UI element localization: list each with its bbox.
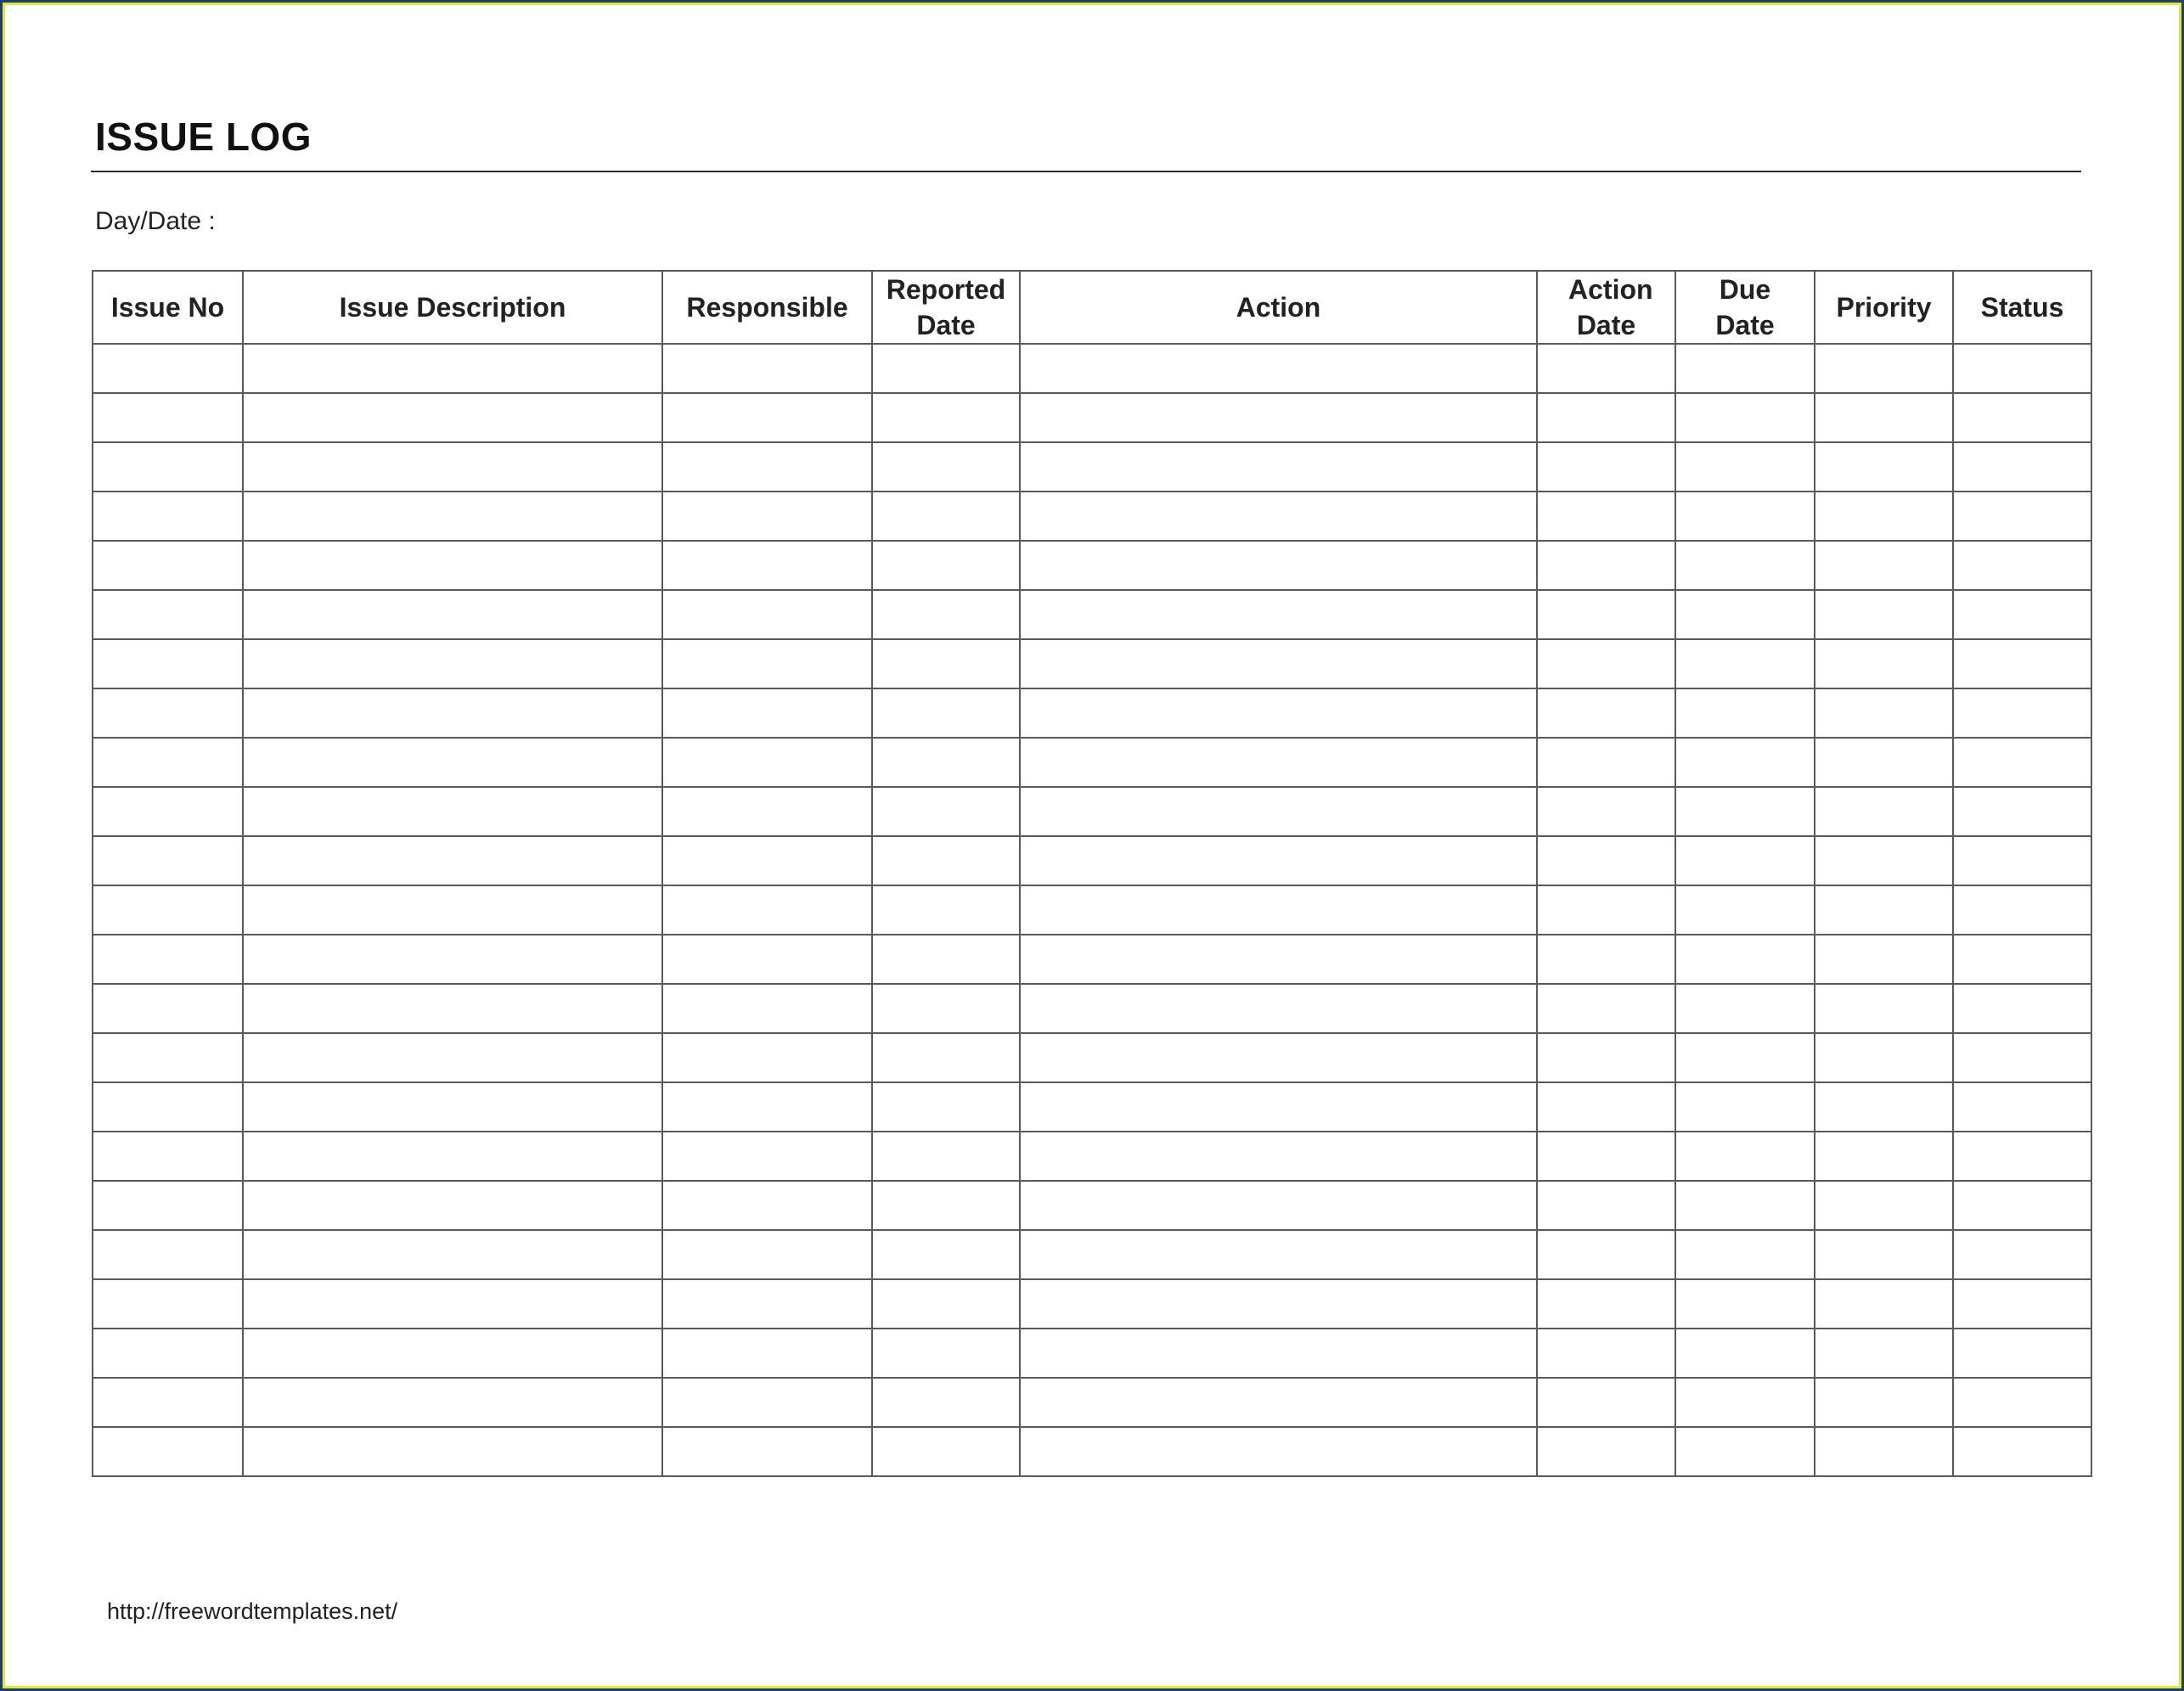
- table-cell[interactable]: [243, 836, 662, 885]
- table-cell[interactable]: [1020, 1033, 1537, 1082]
- table-cell[interactable]: [1815, 836, 1953, 885]
- table-cell[interactable]: [243, 688, 662, 738]
- table-cell[interactable]: [1815, 639, 1953, 688]
- table-cell[interactable]: [662, 836, 872, 885]
- table-cell[interactable]: [872, 1279, 1020, 1329]
- table-cell[interactable]: [1020, 639, 1537, 688]
- table-cell[interactable]: [93, 1230, 243, 1279]
- table-cell[interactable]: [1537, 492, 1675, 541]
- table-cell[interactable]: [1537, 984, 1675, 1033]
- table-cell[interactable]: [662, 885, 872, 935]
- table-cell[interactable]: [243, 885, 662, 935]
- document-title: ISSUE LOG: [95, 115, 312, 159]
- table-cell[interactable]: [1537, 590, 1675, 639]
- table-row: [93, 541, 2091, 590]
- table-cell[interactable]: [1953, 442, 2091, 492]
- table-cell[interactable]: [1675, 1132, 1815, 1181]
- title-divider: [91, 171, 2081, 172]
- table-cell[interactable]: [1537, 639, 1675, 688]
- table-row: [93, 1427, 2091, 1476]
- table-cell[interactable]: [93, 1279, 243, 1329]
- table-row: [93, 984, 2091, 1033]
- table-cell[interactable]: [872, 935, 1020, 984]
- table-cell[interactable]: [872, 1230, 1020, 1279]
- table-row: [93, 492, 2091, 541]
- table-cell[interactable]: [93, 1033, 243, 1082]
- table-cell[interactable]: [872, 787, 1020, 836]
- table-cell[interactable]: [243, 492, 662, 541]
- table-cell[interactable]: [1020, 590, 1537, 639]
- table-cell[interactable]: [1953, 1230, 2091, 1279]
- table-row: [93, 787, 2091, 836]
- table-cell[interactable]: [872, 492, 1020, 541]
- table-cell[interactable]: [1537, 1181, 1675, 1230]
- table-cell[interactable]: [1953, 1082, 2091, 1132]
- table-cell[interactable]: [1020, 935, 1537, 984]
- table-cell[interactable]: [662, 1230, 872, 1279]
- table-cell[interactable]: [93, 738, 243, 787]
- table-cell[interactable]: [662, 738, 872, 787]
- table-cell[interactable]: [1675, 393, 1815, 442]
- table-cell[interactable]: [1953, 492, 2091, 541]
- table-cell[interactable]: [872, 1378, 1020, 1427]
- table-cell[interactable]: [243, 1427, 662, 1476]
- table-cell[interactable]: [1815, 1279, 1953, 1329]
- table-cell[interactable]: [662, 344, 872, 393]
- table-cell[interactable]: [872, 1132, 1020, 1181]
- table-cell[interactable]: [1953, 541, 2091, 590]
- table-cell[interactable]: [93, 935, 243, 984]
- table-cell[interactable]: [243, 787, 662, 836]
- table-cell[interactable]: [662, 590, 872, 639]
- table-cell[interactable]: [1815, 1230, 1953, 1279]
- table-cell[interactable]: [93, 344, 243, 393]
- table-cell[interactable]: [243, 738, 662, 787]
- table-cell[interactable]: [93, 688, 243, 738]
- table-cell[interactable]: [243, 393, 662, 442]
- table-cell[interactable]: [1537, 541, 1675, 590]
- table-cell[interactable]: [1815, 984, 1953, 1033]
- table-cell[interactable]: [1815, 738, 1953, 787]
- document-page: [5, 5, 2179, 1686]
- table-cell[interactable]: [1815, 935, 1953, 984]
- table-cell[interactable]: [243, 1181, 662, 1230]
- header-row: [93, 271, 2091, 344]
- table-cell[interactable]: [93, 1132, 243, 1181]
- table-row: [93, 442, 2091, 492]
- header-reported-date: Reported Date: [872, 271, 1020, 344]
- table-cell[interactable]: [93, 836, 243, 885]
- table-cell[interactable]: [662, 541, 872, 590]
- table-cell[interactable]: [1020, 541, 1537, 590]
- header-action: Action: [1020, 271, 1537, 344]
- table-row: [93, 1082, 2091, 1132]
- table-cell[interactable]: [93, 1082, 243, 1132]
- table-cell[interactable]: [1675, 787, 1815, 836]
- table-row: [93, 590, 2091, 639]
- table-cell[interactable]: [872, 1427, 1020, 1476]
- table-cell[interactable]: [1953, 1181, 2091, 1230]
- table-cell[interactable]: [1953, 984, 2091, 1033]
- table-cell[interactable]: [1537, 393, 1675, 442]
- table-cell[interactable]: [93, 1378, 243, 1427]
- table-cell[interactable]: [1815, 1132, 1953, 1181]
- table-cell[interactable]: [872, 639, 1020, 688]
- table-cell[interactable]: [662, 935, 872, 984]
- table-cell[interactable]: [243, 344, 662, 393]
- table-cell[interactable]: [93, 492, 243, 541]
- table-cell[interactable]: [1815, 787, 1953, 836]
- table-cell[interactable]: [1537, 935, 1675, 984]
- table-cell[interactable]: [243, 984, 662, 1033]
- table-cell[interactable]: [1953, 787, 2091, 836]
- table-cell[interactable]: [1815, 688, 1953, 738]
- table-cell[interactable]: [1537, 1230, 1675, 1279]
- table-cell[interactable]: [243, 1230, 662, 1279]
- table-row: [93, 1181, 2091, 1230]
- table-cell[interactable]: [243, 1378, 662, 1427]
- table-cell[interactable]: [1537, 344, 1675, 393]
- table-cell[interactable]: [872, 688, 1020, 738]
- table-cell[interactable]: [1537, 885, 1675, 935]
- issue-log-table: [92, 270, 2092, 1477]
- table-cell[interactable]: [1020, 344, 1537, 393]
- table-cell[interactable]: [662, 1378, 872, 1427]
- table-cell[interactable]: [872, 442, 1020, 492]
- table-cell[interactable]: [872, 1082, 1020, 1132]
- table-cell[interactable]: [93, 787, 243, 836]
- footer-url: http://freewordtemplates.net/: [107, 1598, 398, 1624]
- table-cell[interactable]: [872, 984, 1020, 1033]
- table-cell[interactable]: [662, 787, 872, 836]
- table-cell[interactable]: [1675, 492, 1815, 541]
- table-cell[interactable]: [662, 984, 872, 1033]
- table-cell[interactable]: [662, 1279, 872, 1329]
- table-row: [93, 1329, 2091, 1378]
- table-row: [93, 1279, 2091, 1329]
- table-cell[interactable]: [1675, 1230, 1815, 1279]
- table-cell[interactable]: [1537, 1279, 1675, 1329]
- table-cell[interactable]: [1815, 344, 1953, 393]
- table-cell[interactable]: [1020, 1230, 1537, 1279]
- table-cell[interactable]: [1953, 738, 2091, 787]
- table-cell[interactable]: [662, 1132, 872, 1181]
- table-cell[interactable]: [1953, 393, 2091, 442]
- table-cell[interactable]: [93, 590, 243, 639]
- table-cell[interactable]: [243, 639, 662, 688]
- table-cell[interactable]: [1953, 836, 2091, 885]
- table-row: [93, 935, 2091, 984]
- table-cell[interactable]: [243, 590, 662, 639]
- table-cell[interactable]: [872, 1181, 1020, 1230]
- table-cell[interactable]: [1020, 1378, 1537, 1427]
- table-cell[interactable]: [1537, 1132, 1675, 1181]
- table-cell[interactable]: [1675, 1427, 1815, 1476]
- table-cell[interactable]: [662, 1082, 872, 1132]
- table-cell[interactable]: [1953, 885, 2091, 935]
- table-cell[interactable]: [1953, 1279, 2091, 1329]
- table-cell[interactable]: [243, 1329, 662, 1378]
- table-cell[interactable]: [1537, 1427, 1675, 1476]
- table-cell[interactable]: [1815, 442, 1953, 492]
- table-cell[interactable]: [1020, 1427, 1537, 1476]
- table-cell[interactable]: [1815, 1378, 1953, 1427]
- header-responsible: Responsible: [662, 271, 872, 344]
- table-cell[interactable]: [93, 1427, 243, 1476]
- table-cell[interactable]: [1815, 1082, 1953, 1132]
- table-cell[interactable]: [662, 1181, 872, 1230]
- table-cell[interactable]: [1675, 885, 1815, 935]
- table-cell[interactable]: [872, 1033, 1020, 1082]
- table-cell[interactable]: [1953, 1378, 2091, 1427]
- table-cell[interactable]: [1537, 1033, 1675, 1082]
- table-cell[interactable]: [662, 1329, 872, 1378]
- table-cell[interactable]: [1020, 393, 1537, 442]
- table-cell[interactable]: [1675, 541, 1815, 590]
- table-cell[interactable]: [1675, 639, 1815, 688]
- header-issue-no: Issue No: [93, 271, 243, 344]
- header-priority: Priority: [1815, 271, 1953, 344]
- table-cell[interactable]: [1953, 590, 2091, 639]
- table-cell[interactable]: [872, 590, 1020, 639]
- table-cell[interactable]: [1537, 442, 1675, 492]
- table-cell[interactable]: [1537, 787, 1675, 836]
- table-cell[interactable]: [1953, 1329, 2091, 1378]
- table-cell[interactable]: [872, 836, 1020, 885]
- table-cell[interactable]: [662, 442, 872, 492]
- table-cell[interactable]: [93, 984, 243, 1033]
- table-cell[interactable]: [662, 492, 872, 541]
- table-row: [93, 836, 2091, 885]
- table-row: [93, 1033, 2091, 1082]
- table-cell[interactable]: [1020, 1279, 1537, 1329]
- table-cell[interactable]: [1537, 836, 1675, 885]
- table-cell[interactable]: [1020, 1329, 1537, 1378]
- table-cell[interactable]: [872, 1329, 1020, 1378]
- header-action-date: Action Date: [1537, 271, 1675, 344]
- table-cell[interactable]: [872, 344, 1020, 393]
- table-row: [93, 344, 2091, 393]
- table-cell[interactable]: [1675, 1181, 1815, 1230]
- table-cell[interactable]: [243, 442, 662, 492]
- table-cell[interactable]: [1020, 787, 1537, 836]
- table-cell[interactable]: [872, 393, 1020, 442]
- table-cell[interactable]: [243, 935, 662, 984]
- table-cell[interactable]: [1815, 885, 1953, 935]
- table-cell[interactable]: [93, 442, 243, 492]
- table-cell[interactable]: [1675, 984, 1815, 1033]
- table-cell[interactable]: [1675, 688, 1815, 738]
- table-row: [93, 639, 2091, 688]
- table-cell[interactable]: [1953, 935, 2091, 984]
- table-cell[interactable]: [1020, 1181, 1537, 1230]
- table-row: [93, 1132, 2091, 1181]
- table-row: [93, 1230, 2091, 1279]
- table-body: [93, 344, 2091, 1476]
- table-cell[interactable]: [872, 885, 1020, 935]
- table-row: [93, 738, 2091, 787]
- table-cell[interactable]: [1815, 541, 1953, 590]
- table-cell[interactable]: [93, 393, 243, 442]
- table-cell[interactable]: [662, 688, 872, 738]
- table-cell[interactable]: [1020, 984, 1537, 1033]
- table-row: [93, 1378, 2091, 1427]
- table-cell[interactable]: [1675, 590, 1815, 639]
- table-cell[interactable]: [1675, 738, 1815, 787]
- table-cell[interactable]: [93, 1181, 243, 1230]
- table-cell[interactable]: [1537, 688, 1675, 738]
- table-cell[interactable]: [1020, 885, 1537, 935]
- table-cell[interactable]: [1020, 836, 1537, 885]
- table-cell[interactable]: [1020, 1082, 1537, 1132]
- table-cell[interactable]: [1815, 492, 1953, 541]
- table-cell[interactable]: [1953, 1427, 2091, 1476]
- table-cell[interactable]: [93, 541, 243, 590]
- table-cell[interactable]: [243, 1033, 662, 1082]
- table-cell[interactable]: [1675, 1033, 1815, 1082]
- table-cell[interactable]: [1815, 1329, 1953, 1378]
- table-cell[interactable]: [1953, 1033, 2091, 1082]
- table-cell[interactable]: [872, 738, 1020, 787]
- table-row: [93, 688, 2091, 738]
- table-cell[interactable]: [1675, 1279, 1815, 1329]
- table-cell[interactable]: [1020, 492, 1537, 541]
- table-cell[interactable]: [1675, 1082, 1815, 1132]
- header-status: Status: [1953, 271, 2091, 344]
- table-cell[interactable]: [243, 1132, 662, 1181]
- table-cell[interactable]: [872, 541, 1020, 590]
- table-cell[interactable]: [93, 885, 243, 935]
- table-cell[interactable]: [1020, 738, 1537, 787]
- table-cell[interactable]: [243, 1082, 662, 1132]
- table-cell[interactable]: [243, 541, 662, 590]
- table-row: [93, 393, 2091, 442]
- table-cell[interactable]: [1675, 935, 1815, 984]
- table-cell[interactable]: [1815, 1181, 1953, 1230]
- table-cell[interactable]: [1675, 1378, 1815, 1427]
- table-cell[interactable]: [1537, 1082, 1675, 1132]
- header-issue-description: Issue Description: [243, 271, 662, 344]
- table-cell[interactable]: [1815, 1033, 1953, 1082]
- table-row: [93, 885, 2091, 935]
- table-cell[interactable]: [662, 393, 872, 442]
- table-cell[interactable]: [1020, 1132, 1537, 1181]
- table-cell[interactable]: [1953, 639, 2091, 688]
- table-cell[interactable]: [93, 639, 243, 688]
- table-cell[interactable]: [1675, 836, 1815, 885]
- table-cell[interactable]: [662, 1033, 872, 1082]
- table-cell[interactable]: [662, 639, 872, 688]
- table-cell[interactable]: [1537, 738, 1675, 787]
- table-cell[interactable]: [1815, 590, 1953, 639]
- table-cell[interactable]: [1815, 393, 1953, 442]
- table-cell[interactable]: [1815, 1427, 1953, 1476]
- table-cell[interactable]: [93, 1329, 243, 1378]
- table-cell[interactable]: [662, 1427, 872, 1476]
- table-cell[interactable]: [1675, 344, 1815, 393]
- table-cell[interactable]: [1537, 1329, 1675, 1378]
- table-cell[interactable]: [1020, 442, 1537, 492]
- table-cell[interactable]: [1020, 688, 1537, 738]
- table-cell[interactable]: [1953, 344, 2091, 393]
- table-cell[interactable]: [1675, 1329, 1815, 1378]
- table-cell[interactable]: [1537, 1378, 1675, 1427]
- table-cell[interactable]: [243, 1279, 662, 1329]
- table-cell[interactable]: [1953, 1132, 2091, 1181]
- table-cell[interactable]: [1953, 688, 2091, 738]
- day-date-label: Day/Date :: [95, 207, 216, 235]
- table-cell[interactable]: [1675, 442, 1815, 492]
- header-due-date: Due Date: [1675, 271, 1815, 344]
